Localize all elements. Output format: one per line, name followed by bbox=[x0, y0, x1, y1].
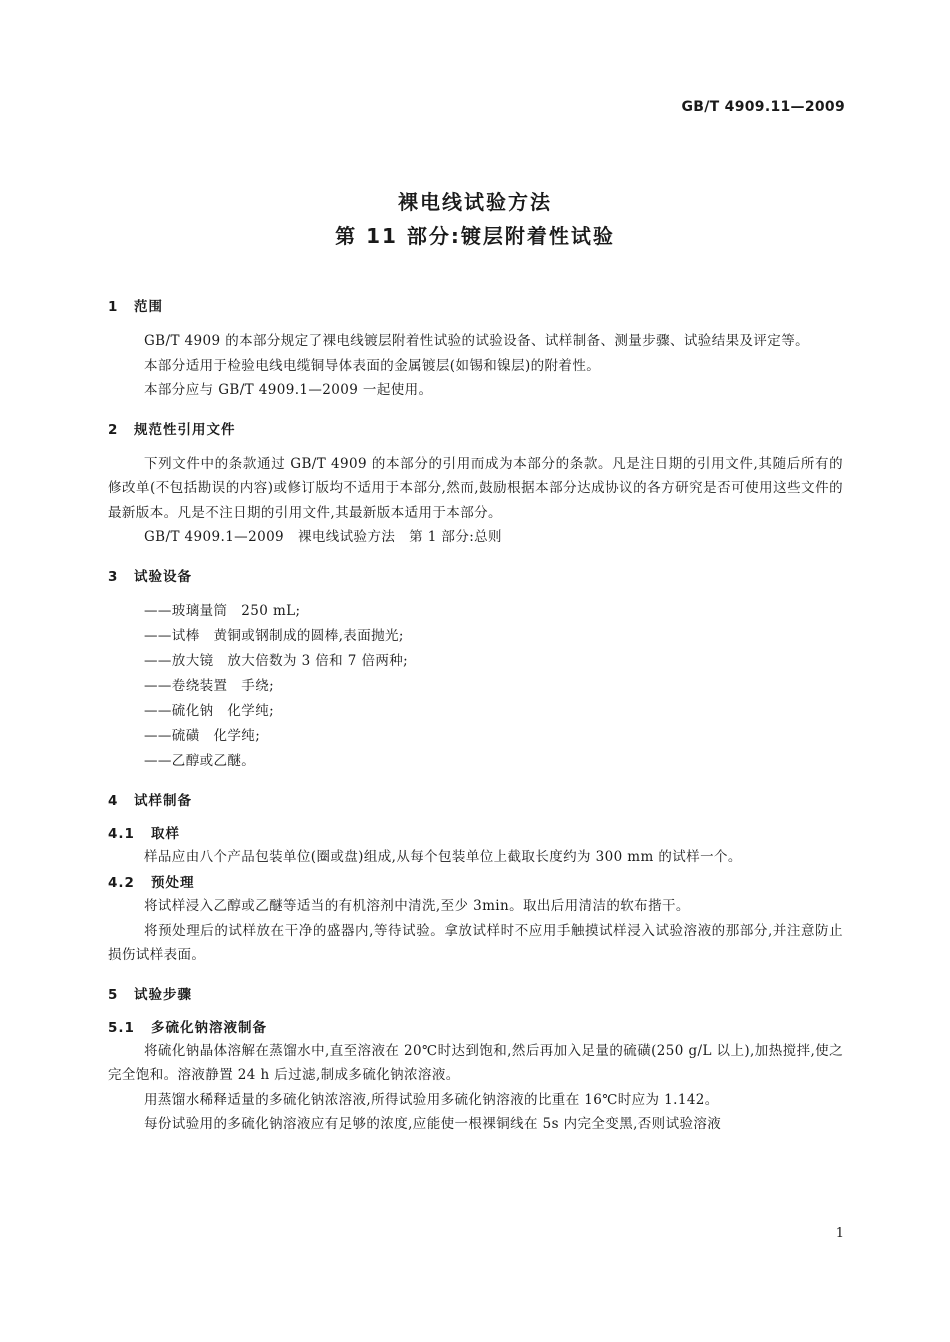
subsection-number: 5.1 bbox=[108, 1019, 135, 1036]
section-number: 2 bbox=[108, 421, 119, 438]
subsection-heading-4-2 bbox=[108, 872, 843, 894]
list-item: ——玻璃量筒 250 mL; bbox=[144, 602, 301, 619]
section-heading-1 bbox=[108, 296, 843, 318]
subsection-title: 预处理 bbox=[151, 875, 195, 891]
subsection-heading-4-1 bbox=[108, 823, 843, 845]
list-item: ——放大镜 放大倍数为 3 倍和 7 倍两种; bbox=[144, 652, 409, 669]
list-item: ——乙醇或乙醚。 bbox=[144, 752, 256, 769]
document-title bbox=[0, 185, 950, 253]
reference-entry: GB/T 4909.1—2009 裸电线试验方法 第 1 部分:总则 bbox=[144, 529, 502, 545]
paragraph: 每份试验用的多硫化钠溶液应有足够的浓度,应能使一根裸铜线在 5s 内完全变黑,否则试验溶液 bbox=[144, 1116, 722, 1132]
paragraph: GB/T 4909 的本部分规定了裸电线镀层附着性试验的试验设备、试样制备、测量步骤、试验结果及评定等。 bbox=[144, 333, 809, 349]
section-heading-4 bbox=[108, 790, 843, 812]
subsection-heading-5-1 bbox=[108, 1017, 843, 1039]
subsection-title: 取样 bbox=[151, 825, 180, 842]
section-number: 5 bbox=[108, 986, 119, 1003]
page-number: 1 bbox=[835, 1226, 844, 1241]
paragraph: 将硫化钠晶体溶解在蒸馏水中,直至溶液在 20℃时达到饱和,然后再加入足量的硫磺(250 g/L 以上),加热搅拌,使之完全饱和。溶液静置 24 h 后过滤,制成多硫化钠浓溶液。 bbox=[108, 1042, 843, 1083]
section-title: 范围 bbox=[134, 299, 163, 315]
title-line-1: 裸电线试验方法 bbox=[398, 190, 552, 214]
section-title: 试验步骤 bbox=[134, 986, 192, 1003]
document-body bbox=[108, 296, 843, 1137]
subsection-number: 4.2 bbox=[108, 875, 135, 891]
standard-code: GB/T 4909.11—2009 bbox=[681, 99, 845, 115]
list-item: ——硫化钠 化学纯; bbox=[144, 702, 275, 719]
section-heading-3 bbox=[108, 566, 843, 588]
paragraph: 本部分适用于检验电线电缆铜导体表面的金属镀层(如锡和镍层)的附着性。 bbox=[144, 357, 601, 374]
section-title: 规范性引用文件 bbox=[134, 421, 236, 438]
paragraph: 下列文件中的条款通过 GB/T 4909 的本部分的引用而成为本部分的条款。凡是注日期的引用文件,其随后所有的修改单(不包括勘误的内容)或修订版均不适用于本部分,然而,鼓励根据本部分达成协议的各方研究是否可使用这些文件的最新版本。凡是不注日期的引用文件,其最新版本适用于本部分。 bbox=[108, 455, 843, 521]
section-number: 4 bbox=[108, 792, 119, 809]
list-item: ——试棒 黄铜或钢制成的圆棒,表面抛光; bbox=[144, 627, 404, 644]
paragraph: 用蒸馏水稀释适量的多硫化钠浓溶液,所得试验用多硫化钠溶液的比重在 16℃时应为 1.142。 bbox=[144, 1091, 719, 1108]
section-heading-5 bbox=[108, 984, 843, 1006]
section-heading-2 bbox=[108, 419, 843, 441]
section-number: 3 bbox=[108, 568, 119, 585]
list-item: ——卷绕装置 手绕; bbox=[144, 677, 275, 694]
title-line-2: 第 11 部分:镀层附着性试验 bbox=[335, 224, 615, 248]
paragraph: 样品应由八个产品包装单位(圈或盘)组成,从每个包装单位上截取长度约为 300 mm 的试样一个。 bbox=[144, 848, 742, 865]
paragraph: 本部分应与 GB/T 4909.1—2009 一起使用。 bbox=[144, 382, 433, 398]
section-title: 试验设备 bbox=[134, 568, 192, 585]
subsection-number: 4.1 bbox=[108, 825, 135, 842]
paragraph: 将试样浸入乙醇或乙醚等适当的有机溶剂中清洗,至少 3min。取出后用清洁的软布揩干。 bbox=[144, 898, 690, 914]
section-title: 试样制备 bbox=[134, 792, 192, 809]
subsection-title: 多硫化钠溶液制备 bbox=[151, 1019, 267, 1036]
paragraph: 将预处理后的试样放在干净的盛器内,等待试验。拿放试样时不应用手触摸试样浸入试验溶液的那部分,并注意防止损伤试样表面。 bbox=[108, 922, 843, 963]
list-item: ——硫磺 化学纯; bbox=[144, 727, 261, 744]
section-number: 1 bbox=[108, 299, 119, 315]
